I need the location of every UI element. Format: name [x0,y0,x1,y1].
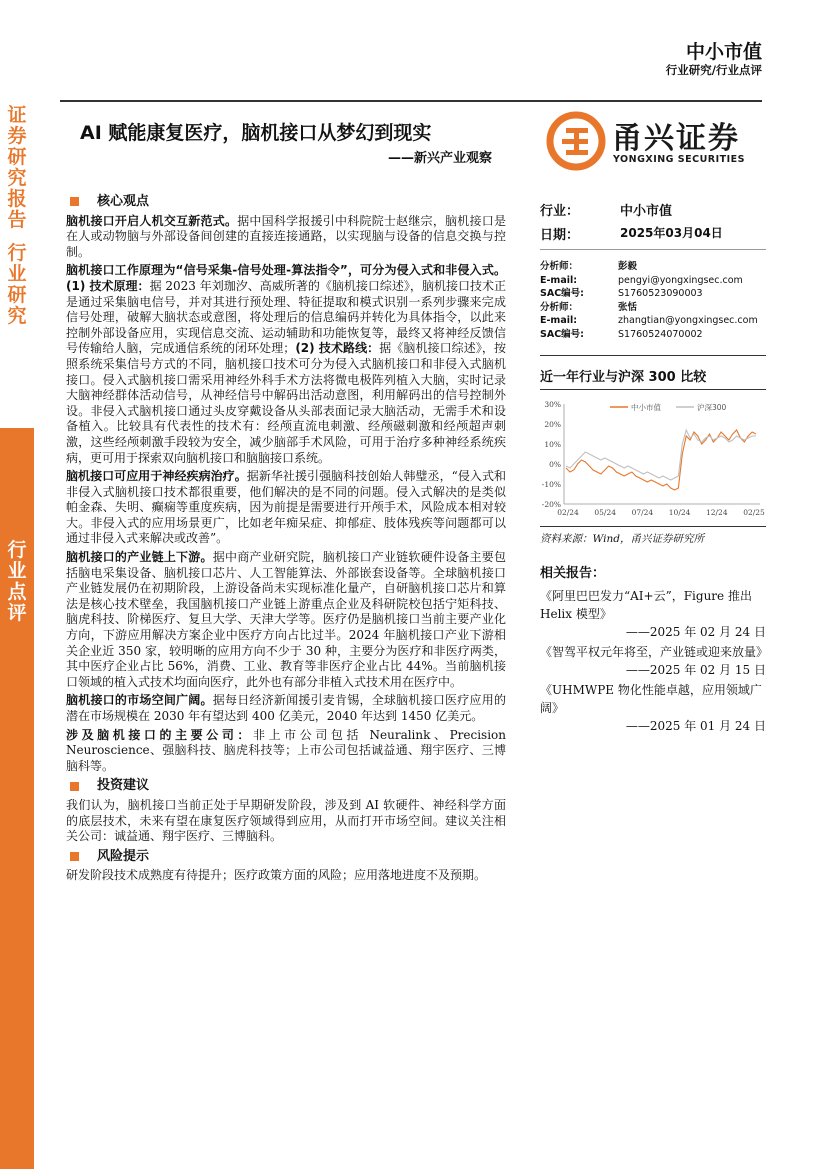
sidebar-char: 点 [7,581,27,603]
core-paragraph-1: 脑机接口开启人机交互新范式。据中国科学报援引中科院院士赵继宗，脑机接口是在人或动物脑与外部设备间创建的直接连接通路，以实现脑与设备的信息交换与控制。 [66,213,506,259]
sidebar-char: 研 [7,146,27,168]
chart-series-line-1 [566,430,756,480]
related-reports-title: 相关报告： [540,566,606,581]
core-paragraph-2: 脑机接口工作原理为“信号采集-信号处理-算法指令”，可分为侵入式和非侵入式。(1) 技术原理：据 2023 年刘珈汐、高威所著的《脑机接口综述》，脑机接口技术正是通过采集脑电信号，并对其进行预处理、特征提取和模式识别一系列步骤来完成信号处理，破解大脑状态或意图，将处理后的信息编码并转化为具体指令，以此来控制外部设备应用，实现信息交流、运动辅助和功能恢复等，最终又将神经反馈信号传输给人脑，完成通信系统的闭环处理；(2) 技术路线：据《脑机接口综述》，按照系统采集信号方式的不同，脑机接口技术可分为侵入式脑机接口和非侵入式脑机接口。侵入式脑机接口需采用神经外科手术方法将微电极阵列植入大脑，实时记录大脑神经群体活动信号，从神经信号中解码出活动意图，利用解码出的信号控制外设。非侵入式脑机接口通过头皮穿戴设备从头部表面记录大脑活动，无需手术和设备植入。比较具有代表性的技术有：经颅直流电刺激、经颅磁刺激和经颅超声刺激，这些经颅刺激手段较为安全，减少脑部手术风险，可用于治疗多种神经系统疾病，更可用于探索双向脑机接口和脑脑接口系统。 [66,263,507,465]
chart-x-tick-label: 02/25 [743,508,765,517]
date-row: 日期： 2025年03月04日 [540,226,723,243]
core-paragraph-4: 脑机接口的产业链上下游。据中商产业研究院，脑机接口产业链软硬件设备主要包括脑电采集设备、脑机接口芯片、人工智能算法、外部嵌套设备等。全球脑机接口产业链发展仍在初期阶段，上游设备尚未实现标准化量产，自研脑机接口芯片和算法是核心技术壁垒，我国脑机接口产业链上游重点企业及科研院校包括宁矩科技、脑虎科技、阶梯医疗、复旦大学、天津大学等。医疗仍是脑机接口当前主要产业化方向，下游应用解决方案企业中医疗方向占比过半。2024 年脑机接口产业下游相关企业近 350 家，较明晰的应用方向不少于 30 种，主要分为医疗和非医疗两类，其中医疗企业占比 56%，消费、工业、教育等非医疗企业占比 44%。当前脑机接口领域的植入式技术均面向医疗，此外也有部分非植入式技术用在医疗中。 [66,550,506,689]
sidebar-char: 行 [7,242,27,264]
header-category: 行业研究/行业点评 [665,63,762,77]
chart-x-tick-label: 10/24 [668,508,691,517]
invest-paragraph: 我们认为，脑机接口当前正处于早期研发阶段，涉及到 AI 软硬件、神经科学方面的底层技术，未来有望在康复医疗领域得到应用，从而打开市场空间。建议关注相关公司：诚益通、翔宇医疗、三博脑科。 [66,797,506,844]
related-report-link[interactable]: 《智驾平权元年将至，产业链或迎来放量》 [540,645,769,659]
divider [540,355,766,356]
bullet-square-icon [70,852,79,861]
chart-y-tick-label: 10% [544,440,561,449]
divider [540,526,766,527]
header-divider [60,100,762,102]
analyst-1: 分析师： 彭毅 E-mail: pengyi@yongxingsec.com SAC编号: S1760523090003 [540,261,743,299]
analyst-1-email[interactable]: pengyi@yongxingsec.com [618,274,743,286]
sidebar-band-label [0,540,34,624]
sidebar-char: 证 [7,104,27,126]
related-report-date: ——2025 年 02 月 15 日 [625,663,766,677]
logo-text-en: YONGXING SECURITIES [613,154,745,165]
divider [540,389,766,390]
sidebar-char: 评 [7,602,27,624]
logo-mark-icon [546,111,606,171]
sidebar-char: 研 [7,284,27,306]
comparison-chart [540,396,766,521]
analyst-2: 分析师： 张恬 E-mail: zhangtian@yongxingsec.com SAC编号: S1760524070002 [540,301,758,340]
sidebar-char: 券 [7,125,27,147]
analyst-2-email[interactable]: zhangtian@yongxingsec.com [618,315,758,326]
core-paragraph-5: 脑机接口的市场空间广阔。据每日经济新闻援引麦肯锡，全球脑机接口医疗应用的潜在市场规模在 2030 年有望达到 400 亿美元，2040 年达到 1450 亿美元。 [66,693,506,723]
sidebar-char: 行 [7,539,27,561]
header-sector: 中小市值 [685,41,762,63]
section-risk-heading: 风险提示 [66,849,506,865]
main-content [66,192,506,887]
bullet-square-icon [70,197,79,206]
sidebar-char: 告 [7,209,27,231]
sidebar-char: 究 [7,305,27,327]
company-logo [546,111,764,171]
core-paragraph-6: 涉及脑机接口的主要公司：非上市公司包括 Neuralink、Precision Neuroscience、强脑科技、脑虎科技等；上市公司包括诚益通、翔宇医疗、三博脑科等。 [66,727,506,773]
chart-y-tick-label: 20% [544,420,561,429]
related-report-date: ——2025 年 02 月 24 日 [625,625,766,639]
related-report-link[interactable]: 《阿里巴巴发力“AI+云”，Figure 推出 Helix 模型》 [540,589,752,621]
section-core-heading: 核心观点 [66,194,506,210]
logo-text-cn: 甬兴证券 [612,121,740,156]
sidebar-char: 业 [7,560,27,582]
risk-paragraph: 研发阶段技术成熟度有待提升；医疗政策方面的风险；应用落地进度不及预期。 [66,868,487,883]
chart-x-tick-label: 07/24 [631,508,654,517]
related-reports-list [540,587,769,735]
chart-source: 资料来源：Wind，甬兴证券研究所 [540,533,704,545]
chart-x-tick-label: 12/24 [705,508,728,517]
sidebar-char: 业 [7,263,27,285]
chart-series-line-0 [566,430,756,490]
report-title: AI 赋能康复医疗，脑机接口从梦幻到现实 [80,122,432,144]
chart-legend-label: 沪深300 [697,403,727,412]
bullet-square-icon [70,782,79,791]
chart-x-tick-label: 02/24 [557,508,579,517]
chart-x-tick-label: 05/24 [594,508,617,517]
section-invest-heading: 投资建议 [66,778,506,794]
sidebar-report-type [0,105,34,325]
industry-row: 行业： 中小市值 [540,204,673,219]
related-report-date: ——2025 年 01 月 24 日 [625,719,766,733]
sidebar-char: 报 [7,188,27,210]
chart-legend-label: 中小市值 [631,403,661,412]
report-subtitle: ——新兴产业观察 [388,151,493,166]
chart-y-tick-label: 0% [549,460,561,469]
divider [540,249,766,250]
chart-title: 近一年行业与沪深 300 比较 [540,370,707,385]
related-report-link[interactable]: 《UHMWPE 物化性能卓越，应用领域广阔》 [540,683,762,715]
chart-y-tick-label: -10% [541,480,561,489]
sidebar-info [540,200,769,737]
chart-y-tick-label: -20% [541,500,561,509]
sidebar-char: 究 [7,167,27,189]
chart-y-tick-label: 30% [544,400,561,409]
core-paragraph-3: 脑机接口可应用于神经疾病治疗。据新华社援引强脑科技创始人韩璧丞，“侵入式和非侵入式脑机接口技术都很重要，他们解决的是不同的问题。侵入式解决的是类似帕金森、失明、癫痫等重度疾病，因为前提是需要进行开颅手术，风险成本相对较大。非侵入式的应用场景更广，比如老年痴呆症、抑郁症、肢体残疾等问题都可以通过非侵入式来解决或改善”。 [66,469,506,546]
